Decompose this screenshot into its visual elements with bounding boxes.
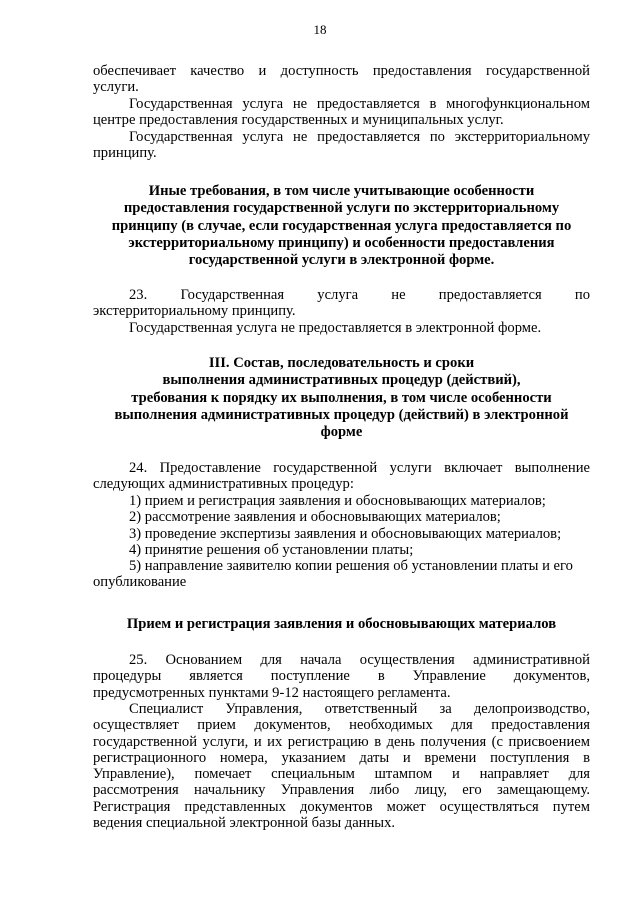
heading-line: форме [320,424,363,441]
list-item: 4) принятие решения об установлении платы; [129,541,414,558]
section-heading-iii [93,355,590,441]
text-line: осуществляет прием документов, необходимых для предоставления [93,717,590,734]
page-number: 18 [313,22,327,37]
text-line: обеспечивает качество и доступность предоставления государственной [93,63,590,79]
text-line: центре предоставления государственных и муниципальных услуг. [93,112,504,129]
paragraph-specialist [93,701,590,831]
heading-line: выполнения административных процедур (действий), [162,372,521,389]
heading-line: государственной услуги в электронной форме. [188,252,495,269]
paragraph-service-quality [93,63,590,96]
heading-line: требования к порядку их выполнения, в том числе особенности [131,389,552,406]
heading-line: принципу (в случае, если государственная услуга предоставляется по [111,217,572,234]
list-item: 5) направление заявителю копии решения об установлении платы и его [129,558,573,575]
heading-line: III. Состав, последовательность и сроки [208,355,475,371]
paragraph-25 [93,652,590,701]
list-item: 1) прием и регистрация заявления и обосновывающих материалов; [129,493,546,509]
paragraph-extraterritorial [93,129,590,162]
text-line: Государственная услуга не предоставляется в электронной форме. [129,320,542,336]
text-line: рассмотрения начальнику Управления либо лицу, его замещающему. [93,782,590,799]
list-item: 2) рассмотрение заявления и обосновывающих материалов; [129,509,501,526]
text-line: государственной услуги, и их регистрацию в день получения (с присвоением [93,733,590,750]
paragraph-23 [93,287,590,320]
paragraph-electronic-form [93,320,590,336]
paragraph-mfc [93,96,590,129]
section-heading-other-requirements [93,183,590,269]
heading-line: Иные требования, в том числе учитывающие особенности [148,183,535,199]
text-line: предусмотренных пунктами 9-12 настоящего регламента. [93,684,451,701]
text-line: Государственная услуга не предоставляется по экстерриториальному [129,129,590,145]
text-line: 25. Основанием для начала осуществления административной [129,652,590,668]
text-line: 24. Предоставление государственной услуги включает выполнение [129,460,590,476]
heading-line: Прием и регистрация заявления и обосновывающих материалов [126,616,557,632]
text-line: принципу. [93,145,157,162]
text-line: ведения специальной электронной базы данных. [93,815,396,832]
text-line: Регистрация представленных документов может осуществляться путем [93,798,590,815]
text-line: экстерриториальному принципу. [93,303,296,320]
text-line: процедуры является поступление в Управление документов, [93,668,590,685]
subsection-heading-reception [93,616,590,633]
text-line: Государственная услуга не предоставляется в многофункциональном [129,96,590,112]
text-line: услуги. [93,79,139,96]
list-item: 3) проведение экспертизы заявления и обосновывающих материалов; [129,525,562,542]
list-item-continuation: опубликование [93,574,187,591]
text-line: следующих административных процедур: [93,476,354,493]
text-line: Специалист Управления, ответственный за делопроизводство, [129,701,590,717]
heading-line: предоставления государственной услуги по экстерриториальному [123,200,560,217]
text-line: регистрационного номера, указанием даты и времени поступления в [93,749,590,766]
text-line: 23. Государственная услуга не предоставляется по [129,287,590,303]
procedure-list [93,493,590,591]
heading-line: выполнения административных процедур (действий) в электронной [114,406,569,423]
text-line: Управление), помечает специальным штампом и направляет для [93,766,590,783]
paragraph-24 [93,460,590,493]
heading-line: экстерриториальному принципу) и особенности предоставления [128,234,555,251]
